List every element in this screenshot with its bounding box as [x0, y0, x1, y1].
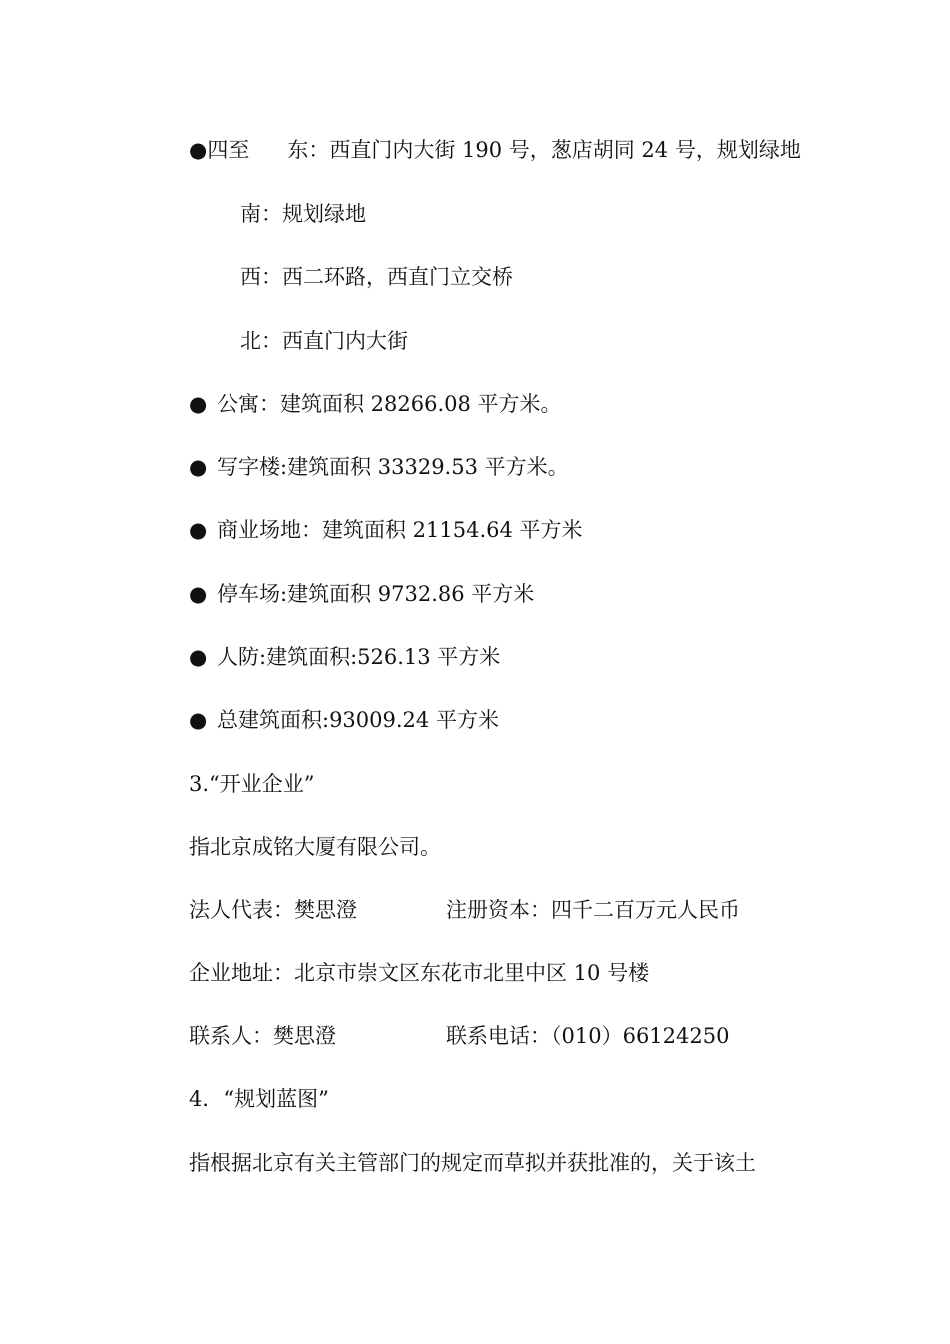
boundary-north: 北：西直门内大街	[240, 329, 408, 353]
company-address: 企业地址：北京市崇文区东花市北里中区 10 号楼	[189, 961, 650, 985]
registered-capital: 注册资本：四千二百万元人民币	[446, 898, 740, 922]
boundary-south: 南：规划绿地	[240, 202, 366, 226]
bullet-icon: ●	[189, 455, 208, 479]
bullet-icon: ●	[189, 518, 208, 542]
boundary-east-line	[189, 140, 801, 161]
section3-heading: 3.“开业企业”	[189, 772, 315, 796]
list-item	[189, 584, 534, 605]
area-total: 总建筑面积:93009.24 平方米	[217, 708, 499, 732]
bullet-icon: ●	[189, 582, 208, 606]
boundary-west: 西：西二环路，西直门立交桥	[240, 265, 513, 289]
bullet-icon: ●	[189, 645, 208, 669]
section4-definition: 指根据北京有关主管部门的规定而草拟并获批准的，关于该土	[189, 1151, 756, 1175]
list-item	[189, 710, 499, 731]
area-apartment: 公寓：建筑面积 28266.08 平方米。	[217, 392, 562, 416]
section3-definition: 指北京成铭大厦有限公司。	[189, 835, 441, 859]
contact-person: 联系人：樊思澄	[189, 1024, 336, 1048]
area-parking: 停车场:建筑面积 9732.86 平方米	[217, 582, 535, 606]
boundary-east: 东：西直门内大街 190 号，葱店胡同 24 号，规划绿地	[287, 138, 801, 162]
contact-row	[189, 1026, 809, 1047]
bullet-icon: ●	[189, 138, 208, 162]
area-civil-defense: 人防:建筑面积:526.13 平方米	[217, 645, 501, 669]
legal-representative: 法人代表：樊思澄	[189, 898, 357, 922]
list-item	[189, 394, 562, 415]
section4-heading: 4．“规划蓝图”	[189, 1087, 329, 1111]
list-item	[189, 520, 583, 541]
area-office: 写字楼:建筑面积 33329.53 平方米。	[217, 455, 569, 479]
area-commercial: 商业场地：建筑面积 21154.64 平方米	[217, 518, 583, 542]
boundaries-label: 四至	[207, 138, 250, 162]
bullet-icon: ●	[189, 708, 208, 732]
legal-rep-row	[189, 900, 809, 921]
list-item	[189, 647, 500, 668]
contact-phone: 联系电话：（010）66124250	[446, 1024, 730, 1048]
bullet-icon: ●	[189, 392, 208, 416]
list-item	[189, 457, 569, 478]
